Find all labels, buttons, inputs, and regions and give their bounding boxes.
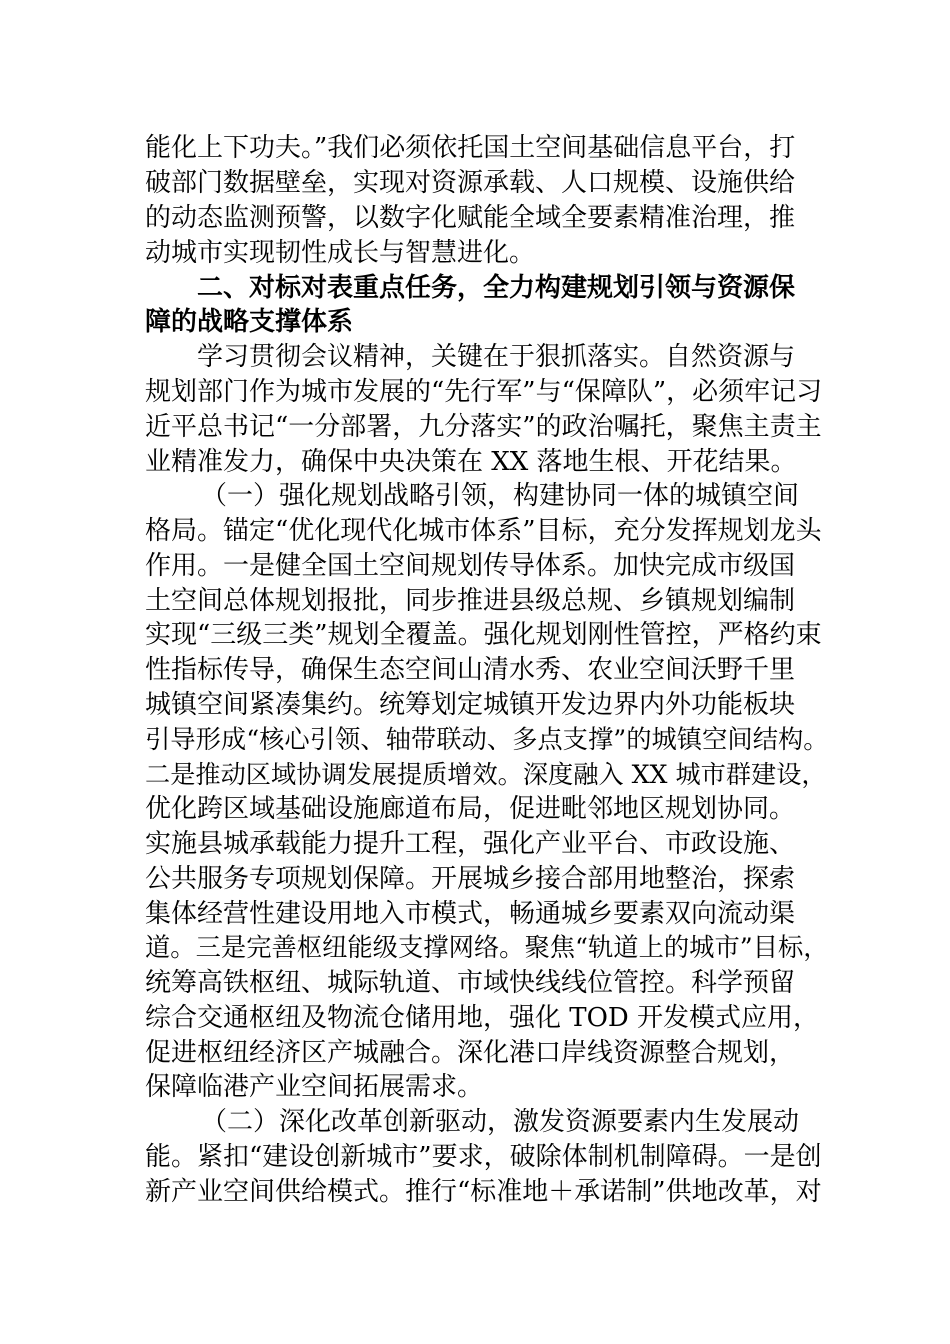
- body-line: 集体经营性建设用地入市模式，畅通城乡要素双向流动渠: [145, 899, 796, 929]
- body-line: 性指标传导，确保生态空间山清水秀、农业空间沃野千里: [145, 655, 796, 685]
- body-line: 二是推动区域协调发展提质增效。深度融入 XX 城市群建设，: [145, 760, 827, 789]
- body-line: 格局。锚定“优化现代化城市体系”目标，充分发挥规划龙头: [145, 516, 822, 546]
- body-line: 优化跨区域基础设施廊道布局，促进毗邻地区规划协同。: [145, 794, 796, 824]
- body-line: 的动态监测预警，以数字化赋能全域全要素精准治理，推: [145, 203, 796, 233]
- section-heading: 二、对标对表重点任务，全力构建规划引领与资源保: [197, 273, 796, 303]
- body-line: 保障临港产业空间拓展需求。: [145, 1072, 484, 1102]
- body-line: 规划部门作为城市发展的“先行军”与“保障队”，必须牢记习: [145, 377, 823, 407]
- body-line: 城镇空间紧凑集约。统筹划定城镇开发边界内外功能板块: [145, 690, 796, 720]
- body-line: 业精准发力，确保中央决策在 XX 落地生根、开花结果。: [145, 447, 797, 477]
- section-heading: 障的战略支撑体系: [145, 307, 354, 337]
- body-line: 学习贯彻会议精神，关键在于狠抓落实。自然资源与: [197, 342, 796, 372]
- body-line: 综合交通枢纽及物流仓储用地，强化 TOD 开发模式应用，: [145, 1003, 820, 1033]
- body-line: 土空间总体规划报批，同步推进县级总规、乡镇规划编制: [145, 586, 796, 616]
- body-line: 作用。一是健全国土空间规划传导体系。加快完成市级国: [145, 551, 796, 581]
- body-line: 统筹高铁枢纽、城际轨道、市域快线线位管控。科学预留: [145, 968, 796, 998]
- body-line: 实现“三级三类”规划全覆盖。强化规划刚性管控，严格约束: [145, 620, 822, 650]
- subsection-line: （二）深化改革创新驱动，激发资源要素内生发展动: [201, 1107, 800, 1137]
- body-line: 能化上下功夫。”我们必须依托国土空间基础信息平台，打: [145, 133, 796, 163]
- body-line: 动城市实现韧性成长与智慧进化。: [145, 238, 536, 268]
- subsection-line: （一）强化规划战略引领，构建协同一体的城镇空间: [201, 481, 800, 511]
- body-line: 能。紧扣“建设创新城市”要求，破除体制机制障碍。一是创: [145, 1142, 822, 1172]
- body-line: 近平总书记“一分部署，九分落实”的政治嘱托，聚焦主责主: [145, 412, 822, 442]
- body-line: 引导形成“核心引领、轴带联动、多点支撑”的城镇空间结构。: [145, 725, 829, 754]
- body-line: 道。三是完善枢纽能级支撑网络。聚焦“轨道上的城市”目标，: [145, 933, 829, 962]
- body-line: 公共服务专项规划保障。开展城乡接合部用地整治，探索: [145, 864, 796, 894]
- body-line: 实施县城承载能力提升工程，强化产业平台、市政设施、: [145, 829, 796, 859]
- body-line: 促进枢纽经济区产城融合。深化港口岸线资源整合规划，: [145, 1038, 796, 1068]
- body-line: 破部门数据壁垒，实现对资源承载、人口规模、设施供给: [145, 168, 796, 198]
- body-line: 新产业空间供给模式。推行“标准地＋承诺制”供地改革，对: [145, 1177, 822, 1207]
